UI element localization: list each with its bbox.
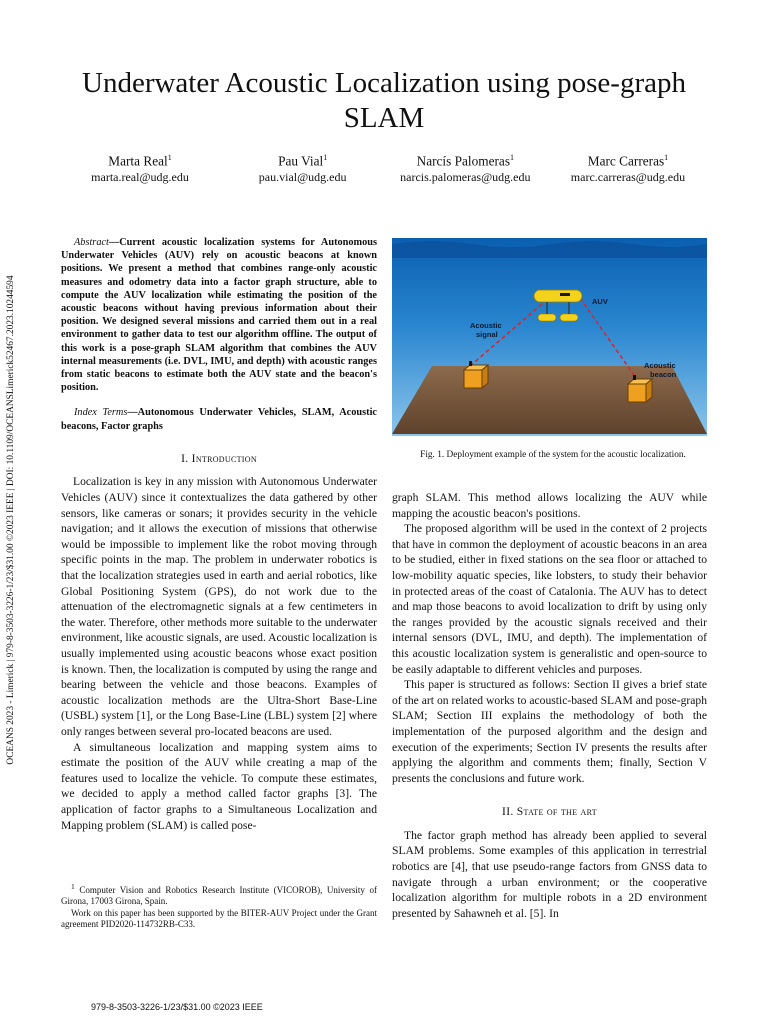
author-email: marc.carreras@udg.edu (570, 170, 686, 185)
abstract (61, 236, 377, 394)
paragraph: The proposed algorithm will be used in the context of 2 projects that have in common the deployment of acoustic beacons in an area to be studied, either in fixed stations on the sea floor or attached to low-mobility aquatic species, like lobsters, to study their behavior in protected areas of the coast of Catalonia. The AUV has to detect and map those beacons to avoid localization to drift by using only the ranges provided by the acoustic signals received and their internal sensors (DVL, IMU, and depth). The implementation of this acoustic localization system is generalistic and open-source to be easily adaptable to different vehicles and purposes. (392, 522, 707, 676)
author-block (223, 150, 383, 185)
footnotes (61, 881, 377, 931)
section-heading (61, 451, 377, 467)
footnote-text: Computer Vision and Robotics Research Institute (VICOROB), University of Girona, 17003 Girona, Spain. (61, 885, 378, 907)
right-column (392, 490, 707, 921)
section-title: Introduction (191, 451, 257, 465)
author-block (60, 150, 220, 185)
figure-label-signal: Acoustic (470, 321, 502, 330)
figure-label-signal: signal (476, 330, 498, 339)
copyright-line: 979-8-3503-3226-1/23/$31.00 ©2023 IEEE (91, 1002, 263, 1012)
paragraph: Localization is key in any mission with Autonomous Underwater Vehicles (AUV) since it contextualizes the data gathered by other sensors, like cameras or sonars; it provides security in the vehicle navigation; and it allows the execution of missions that otherwise would be impossible to implement like the robot moving through specific points in the map. The problem in underwater robotics is that the localization strategies used in earth and aerial robotics, like Global Positioning System (GPS), do not work due to the attenuation of the electromagnetic signals at a few centimeters in the water. Therefore, other methods more suitable to the underwater environment, like acoustic signals, are used. Acoustic localization is usually implemented using acoustic beacons whose exact position is known. Then, the localization is computed by using the range and bearing between the vehicle and those beacons. Examples of acoustic localization methods are the Ultra-Short Base-Line (USBL) system [1], or the Long Base-Line (LBL) system [2] where only ranges between several pro-located beacons are used. (61, 475, 377, 738)
footnote (61, 881, 377, 908)
author-email: narcis.palomeras@udg.edu (400, 170, 531, 185)
author-list (60, 150, 708, 185)
abstract-text: —Current acoustic localization systems for Autonomous Underwater Vehicles (AUV) rely on acoustic beacons at known positions. We present a method that combines range-only acoustic measures and odometry data into a factor graph structure, able to compute the AUV localization while estimating the position of the acoustic beacons without having previous information about their position. We designed several missions and carried them out in a real environment to gather data to test our algorithm offline. The output of this work is a pose-graph SLAM algorithm that combines the AUV internal measurements (i.e. DVL, IMU, and depth) with acoustic ranges from static beacons to estimate both the AUV state and the beacon's position. (61, 237, 377, 394)
author-affil: 1 (510, 153, 515, 162)
index-terms-text: —Autonomous Underwater Vehicles, SLAM, Acoustic beacons, Factor graphs (61, 407, 377, 432)
author-affil: 1 (664, 153, 669, 162)
section-title: State of the art (516, 805, 597, 819)
side-identifier (4, 240, 18, 800)
side-identifier-text: OCEANS 2023 - Limerick | 979-8-3503-3226-1/23/$31.00 ©2023 IEEE | DOI: 10.1109/OCEANSLimerick52467.2023.10244594 (6, 275, 16, 765)
paragraph: graph SLAM. This method allows localizing the AUV while mapping the acoustic beacon's positions. (392, 491, 707, 520)
footnote-mark: 1 (71, 882, 75, 891)
section-heading (392, 804, 707, 820)
paper-title: Underwater Acoustic Localization using pose-graph SLAM (82, 67, 686, 134)
author-block (548, 150, 708, 185)
paragraph: This paper is structured as follows: Section II gives a brief state of the art on related works to acoustic-based SLAM and pose-graph SLAM; Section III explains the methodology of both the implementation of the purposed algorithm and the design and execution of the experiments; Section IV presents the results after applying the algorithm and comments them; finally, Section V presents the conclusions and future work. (392, 678, 707, 785)
author-name: Marta Real (108, 153, 168, 169)
author-affil: 1 (323, 153, 328, 162)
footnote: Work on this paper has been supported by the BITER-AUV Project under the Grant agreement PID2020-114732RB-C33. (61, 907, 377, 930)
author-name: Marc Carreras (587, 153, 665, 169)
author-block (385, 150, 545, 185)
figure-label-auv: AUV (592, 297, 608, 306)
figure-caption: Fig. 1. Deployment example of the system for the acoustic localization. (420, 450, 686, 460)
deployment-figure (392, 238, 707, 436)
author-affil: 1 (167, 153, 172, 162)
abstract-label: Abstract (74, 237, 109, 248)
section-number: II. (502, 805, 514, 819)
index-terms-label: Index Terms (74, 407, 128, 419)
section-number: I. (181, 451, 189, 465)
left-column (61, 236, 377, 833)
author-name: Narcís Palomeras (416, 153, 511, 169)
index-terms (61, 406, 377, 432)
author-email: pau.vial@udg.edu (258, 170, 347, 185)
author-email: marta.real@udg.edu (91, 170, 189, 185)
author-name: Pau Vial (278, 153, 324, 169)
figure-label-beacon: Acoustic (644, 361, 676, 370)
paragraph: The factor graph method has already been applied to several SLAM problems. Some examples of this application in terrestrial robotics are [4], that use pseudo-range factors from GNSS data to navigate through a urban environment; or the cooperative localization algorithm for multiple robots in a 2D environment presented by Sahawneh et al. [5]. In (392, 828, 707, 920)
paragraph: A simultaneous localization and mapping system aims to estimate the position of the AUV while creating a map of the features used to localize the vehicle. To compute these estimates, we decided to apply a method called factor graphs [3]. The application of factor graphs to a Simultaneous Localization and Mapping problem (SLAM) is called pose- (61, 740, 377, 832)
figure-label-beacon: beacon (650, 370, 677, 379)
